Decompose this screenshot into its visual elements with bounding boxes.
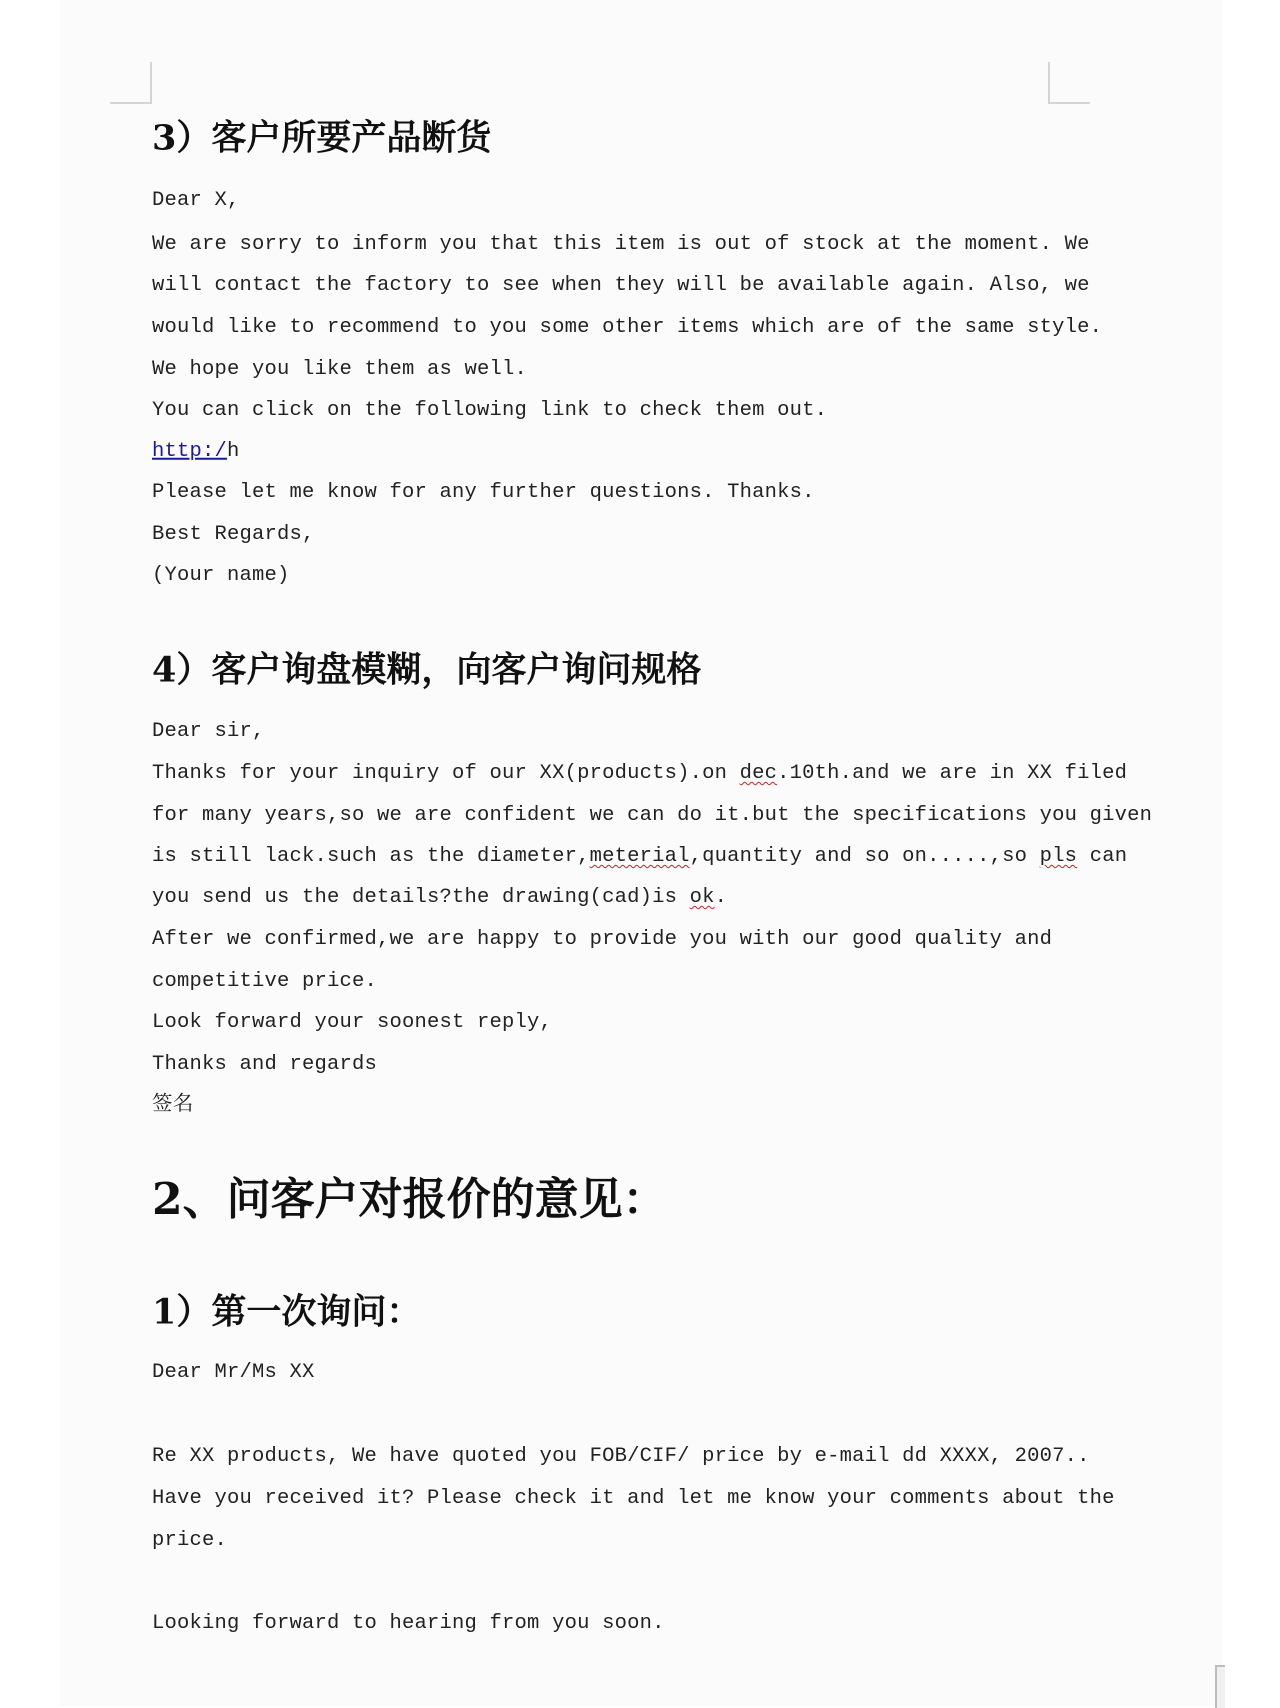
body-line: price. (152, 1528, 228, 1552)
body-line: Look forward your soonest reply, (152, 1010, 553, 1034)
spellcheck-word: ok (689, 885, 715, 909)
heading-vague-inquiry: 4）客户询盘模糊，向客户询问规格 (152, 649, 702, 691)
spellcheck-word: meterial (589, 844, 690, 868)
greeting: Dear Mr/Ms XX (152, 1360, 315, 1384)
body-line: will contact the factory to see when they will be available again. Also, we (152, 273, 1090, 297)
heading-out-of-stock: 3）客户所要产品断货 (152, 117, 492, 159)
link-line (152, 439, 240, 463)
body-line (152, 761, 1128, 785)
body-line (152, 844, 1128, 868)
body-line: After we confirmed,we are happy to provide you with our good quality and (152, 927, 1053, 951)
text-run: Thanks for your inquiry of our XX(products).on (152, 761, 740, 785)
text-run: ,quantity and so on.....,so (689, 844, 1040, 868)
next-page-edge (1215, 1665, 1225, 1708)
text-run: . (714, 885, 728, 909)
body-line: Thanks and regards (152, 1052, 378, 1076)
body-line: Please let me know for any further questions. Thanks. (152, 480, 815, 504)
link-suffix: h (227, 439, 240, 463)
body-line: We hope you like them as well. (152, 357, 528, 381)
spellcheck-word: pls (1039, 844, 1078, 868)
greeting: Dear sir, (152, 719, 265, 743)
spellcheck-word: dec (739, 761, 778, 785)
closing-line: Looking forward to hearing from you soon. (152, 1611, 665, 1635)
body-line: (Your name) (152, 563, 290, 587)
top-right-margin-mark (1048, 62, 1090, 104)
top-left-margin-mark (110, 62, 152, 104)
text-run: can (1077, 844, 1128, 868)
body-line: Have you received it? Please check it and let me know your comments about the (152, 1486, 1115, 1510)
greeting: Dear X, (152, 188, 240, 212)
body-line: competitive price. (152, 969, 378, 993)
heading-quote-feedback: 2、问客户对报价的意见： (152, 1174, 667, 1225)
text-run: .10th.and we are in XX filed (777, 761, 1128, 785)
text-run: you send us the details?the drawing(cad)is (152, 885, 690, 909)
body-line (152, 885, 728, 909)
body-line: Best Regards, (152, 522, 315, 546)
body-line: for many years,so we are confident we can do it.but the specifications you given (152, 803, 1153, 827)
body-line: Re XX products, We have quoted you FOB/CIF/ price by e-mail dd XXXX, 2007.. (152, 1444, 1090, 1468)
signature: 签名 (152, 1093, 194, 1117)
subheading-first-inquiry: 1）第一次询问： (152, 1291, 422, 1333)
body-line: would like to recommend to you some other items which are of the same style. (152, 315, 1103, 339)
body-line: We are sorry to inform you that this item is out of stock at the moment. We (152, 232, 1090, 256)
text-run: is still lack.such as the diameter, (152, 844, 590, 868)
body-line: You can click on the following link to check them out. (152, 398, 828, 422)
hyperlink[interactable]: http:/ (152, 439, 228, 463)
